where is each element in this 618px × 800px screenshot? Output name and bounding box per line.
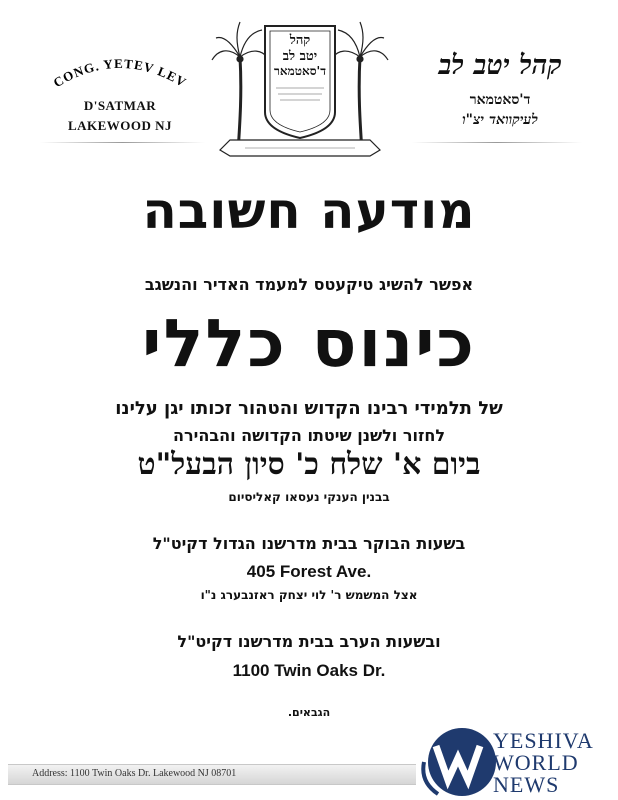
watermark-word-2: WORLD — [493, 750, 579, 775]
palm-tree-right-icon — [332, 22, 388, 152]
english-header-arc — [40, 48, 200, 98]
svg-text:CONG. YETEV LEV — [51, 56, 190, 90]
students-line: של תלמידי רבינו הקדוש והטהור זכותו יגן עלינו — [115, 398, 503, 419]
hebrew-header-line1: קהל יטב לב — [438, 50, 562, 81]
emblem-text-2: יטב לב — [282, 49, 318, 64]
english-header-line1: CONG. YETEV LEV — [50, 55, 190, 91]
morning-address: 405 Forest Ave. — [246, 562, 372, 581]
yeshiva-world-news-logo-icon — [418, 718, 498, 800]
return-line: לחזור ולשנן שיטתו הקדושה והבהירה — [172, 426, 446, 445]
notice-title: מודעה חשובה — [142, 182, 476, 240]
header-divider-right — [412, 142, 582, 143]
watermark-word-3: NEWS — [493, 772, 560, 797]
near-line: אצל המשמש ר' לוי יצחק ראזנבערג נ"ו — [200, 588, 418, 602]
signoff: הגבאים. — [287, 706, 331, 719]
english-header-line3: LAKEWOOD NJ — [67, 118, 173, 133]
morning-location-line: בשעות הבוקר בבית מדרשנו הגדול דקיט"ל — [152, 534, 466, 553]
event-name: כינוס כללי — [142, 305, 476, 382]
footer-bar — [8, 764, 416, 785]
emblem-text-1: קהל — [289, 33, 311, 48]
palm-tree-left-icon — [212, 22, 268, 152]
evening-address: 1100 Twin Oaks Dr. — [232, 661, 386, 680]
hebrew-header-line2: ד'סאטמאר — [469, 92, 531, 108]
hebrew-header-line3: לעיקוואד יצ"ו — [462, 112, 538, 128]
evening-location-line: ובשעות הערב בבית מדרשנו דקיט"ל — [177, 632, 441, 651]
english-header-line2: D'SATMAR — [83, 98, 157, 113]
watermark-word-1: YESHIVA — [493, 728, 594, 753]
event-date: ביום א' שלח כ' סיון הבעל"ט — [137, 447, 481, 482]
building-line: בבנין הענקי נעסאו קאליסיום — [228, 490, 390, 504]
footer-address: Address: 1100 Twin Oaks Dr. Lakewood NJ 08701 — [32, 768, 237, 779]
header-divider-left — [40, 142, 205, 143]
tickets-line: אפשר להשיג טיקעטס למעמד האדיר והנשגב — [144, 275, 474, 294]
emblem-text-3: ד'סאטמאר — [274, 64, 326, 78]
